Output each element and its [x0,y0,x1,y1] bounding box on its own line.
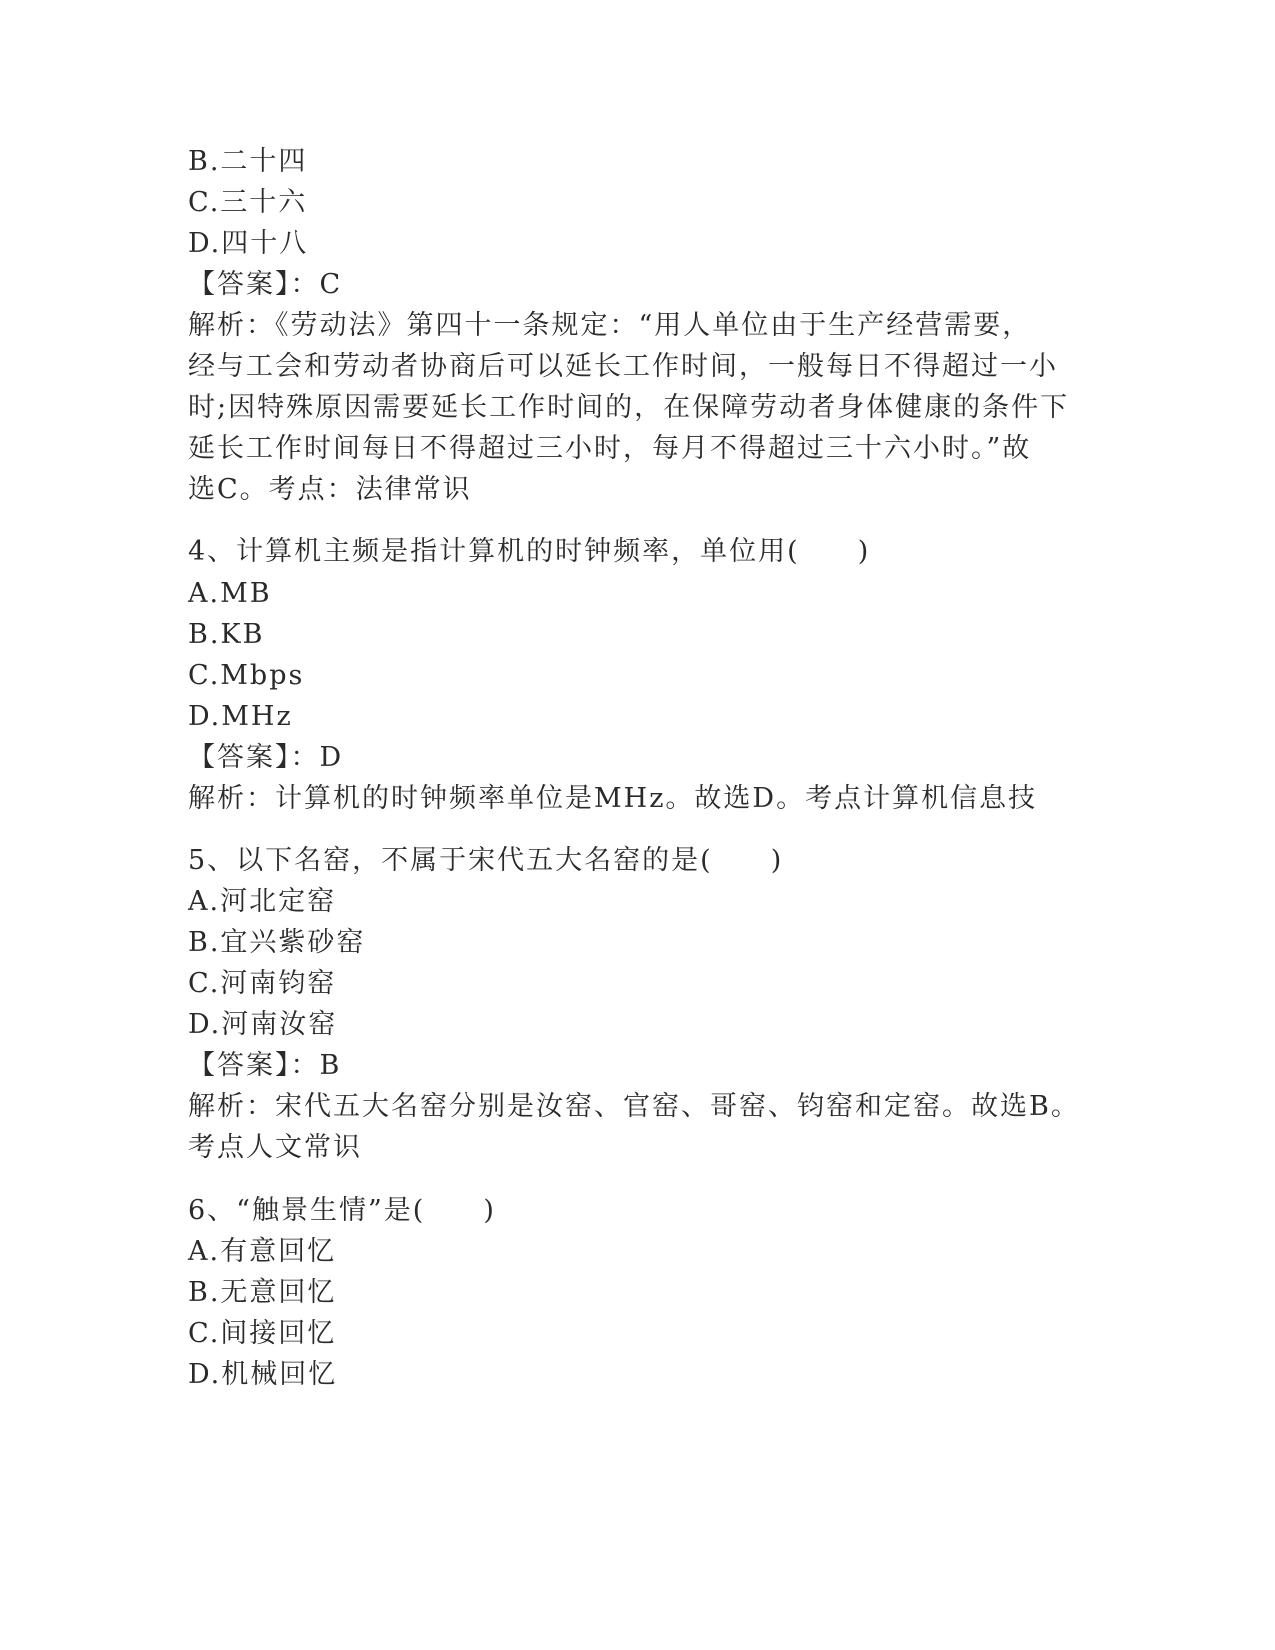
q4-question: 4、计算机主频是指计算机的时钟频率，单位用( ) [188,536,871,567]
q5-option-d: D.河南汝窑 [188,1009,338,1040]
q5-answer: 【答案】：B [188,1050,342,1081]
q6-option-a: A.有意回忆 [188,1236,337,1267]
q4-option-c: C.Mbps [188,660,305,691]
q3-analysis-line-3: 时;因特殊原因需要延长工作时间的，在保障劳动者身体健康的条件下 [188,392,1070,423]
q3-answer: 【答案】：C [188,269,343,300]
q4-option-b: B.KB [188,619,265,650]
q5-option-a: A.河北定窑 [188,886,337,917]
q5-question: 5、以下名窑，不属于宋代五大名窑的是( ) [188,845,784,876]
q4-option-a: A.MB [188,578,272,609]
q3-analysis-line-5: 选C。考点：法律常识 [188,474,472,505]
q3-option-b: B.二十四 [188,146,308,177]
q5-option-c: C.河南钧窑 [188,968,337,999]
q3-analysis-line-1: 解析：《劳动法》第四十一条规定：“用人单位由于生产经营需要， [188,310,1032,341]
q3-option-c: C.三十六 [188,187,308,218]
q4-analysis-line-1: 解析：计算机的时钟频率单位是MHz。故选D。考点计算机信息技 [188,783,1038,814]
q5-option-b: B.宜兴紫砂窑 [188,927,366,958]
q3-analysis-line-2: 经与工会和劳动者协商后可以延长工作时间，一般每日不得超过一小 [188,351,1058,382]
q6-option-d: D.机械回忆 [188,1359,338,1390]
q3-analysis-line-4: 延长工作时间每日不得超过三小时，每月不得超过三十六小时。”故 [188,433,1032,464]
q5-analysis-line-1: 解析：宋代五大名窑分别是汝窑、官窑、哥窑、钧窑和定窑。故选B。 [188,1091,1080,1122]
q6-option-c: C.间接回忆 [188,1318,337,1349]
q3-option-d: D.四十八 [188,228,309,259]
q4-option-d: D.MHz [188,701,293,732]
q4-answer: 【答案】：D [188,742,344,773]
q5-analysis-line-2: 考点人文常识 [188,1132,362,1163]
q6-question: 6、“触景生情”是( ) [188,1195,496,1226]
q6-option-b: B.无意回忆 [188,1277,337,1308]
